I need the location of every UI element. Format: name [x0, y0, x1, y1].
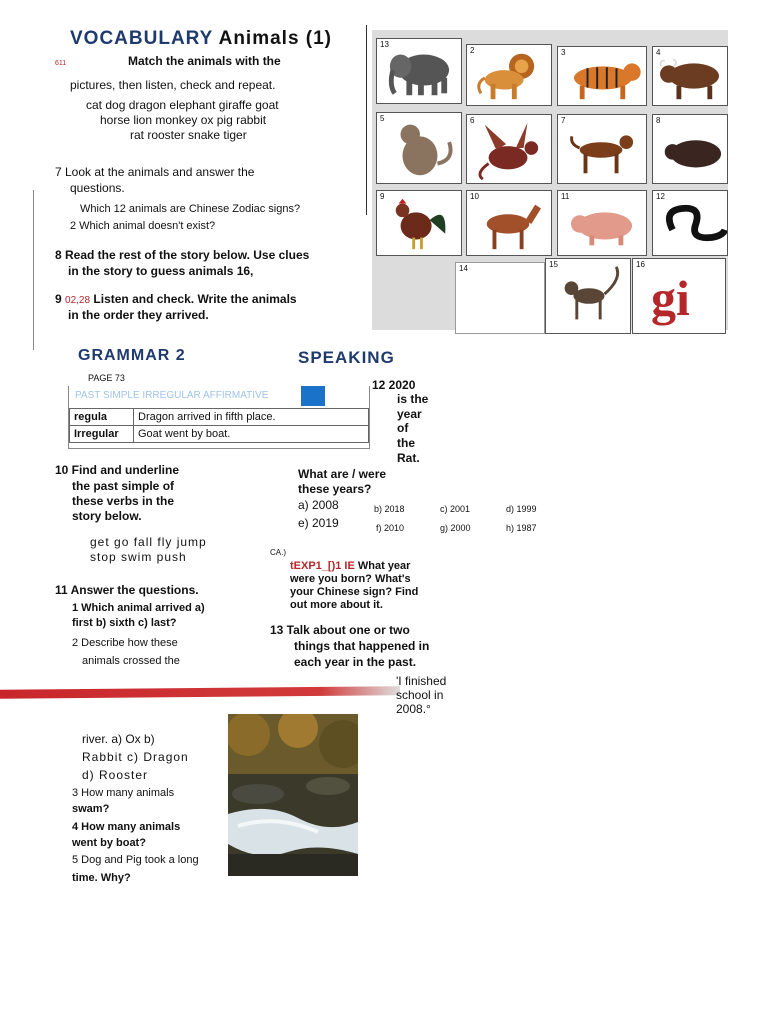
cell-number: 8 [656, 116, 661, 125]
grammar-row1-text: Dragon arrived in fifth place. [134, 409, 369, 426]
vocab-word-list-line1: cat dog dragon elephant giraffe goat [86, 98, 279, 112]
q9-number: 9 [55, 292, 62, 306]
option-f: f) 2010 [376, 523, 405, 533]
rooster-picture [377, 191, 461, 255]
q7-line2: questions. [70, 181, 125, 195]
ox-picture [653, 47, 727, 105]
q12-ask-2: these years? [298, 482, 372, 496]
cell-number: 4 [656, 48, 661, 57]
q10-verbs-line2: stop swim push [90, 550, 187, 564]
cat-picture [377, 113, 461, 183]
q11-sub5b: time. Why? [72, 872, 131, 884]
cell-number: 2 [470, 46, 475, 55]
grammar-row1-label: regula [70, 409, 134, 426]
quote-line1: 'I finished [396, 674, 447, 688]
cell-number: 9 [380, 192, 385, 201]
q10-line4: story below. [72, 509, 142, 523]
table-row [70, 409, 369, 426]
track-reference: 611 [55, 60, 67, 67]
table-row [70, 426, 369, 443]
red-divider-stripe [0, 686, 400, 698]
q11-sub1a: 1 Which animal arrived a) [72, 602, 205, 614]
q7-line1: 7 Look at the animals and answer the [55, 165, 255, 179]
monkey-picture [546, 259, 630, 333]
grid-cell-15 [545, 258, 631, 334]
grammar-table [69, 408, 369, 443]
vocabulary-title-word: VOCABULARY [70, 28, 214, 49]
extension-line2: were you born? What's [290, 573, 411, 585]
extension-label: tEXP1_[)1 IE [290, 560, 355, 572]
cell-number: 6 [470, 116, 475, 125]
dog-picture [558, 115, 646, 183]
q12-text-3: of [397, 421, 409, 435]
quote-line2: school in [396, 688, 444, 702]
cell16-handwritten-text: gi [651, 270, 690, 326]
extension-line4: out more about it. [290, 599, 383, 611]
cell-number: 12 [656, 192, 665, 201]
grid-cell-5 [376, 112, 462, 184]
cell-number: 16 [636, 260, 645, 269]
q9-line1 [55, 292, 297, 306]
grid-cell-3 [557, 46, 647, 106]
q9-instruction: Listen and check. Write the animals [93, 292, 297, 306]
rat-picture [653, 115, 727, 183]
grid-cell-9 [376, 190, 462, 256]
grammar-page-ref: PAGE 73 [88, 373, 125, 383]
q11-sub5a: 5 Dog and Pig took a long [72, 854, 199, 866]
grammar-blue-marker [301, 386, 325, 406]
cell-number: 15 [549, 260, 558, 269]
q11-sub1b: first b) sixth c) last? [72, 617, 177, 629]
grid-cell-14 [455, 262, 545, 334]
vocab-instruction-line2: pictures, then listen, check and repeat. [70, 78, 276, 92]
cell-number: 5 [380, 114, 385, 123]
q12-text-5: Rat. [397, 451, 420, 465]
q7-sub1: Which 12 animals are Chinese Zodiac signs? [80, 203, 301, 215]
snake-picture [653, 191, 727, 255]
cell-number: 3 [561, 48, 566, 57]
q10-line1: 10 Find and underline [55, 463, 180, 477]
q12-ask-1: What are / were [298, 467, 387, 481]
cell-number: 14 [459, 264, 468, 273]
q11-sub4b: went by boat? [72, 837, 146, 849]
tiger-picture [558, 47, 646, 105]
q12-text-1: is the [397, 392, 429, 406]
vocab-word-list-line3: rat rooster snake tiger [130, 128, 247, 142]
pig-picture [558, 191, 646, 255]
q11-sub4a: 4 How many animals [72, 821, 181, 833]
cell-number: 10 [470, 192, 479, 201]
q9-line2: in the order they arrived. [68, 308, 209, 322]
q11-sub2e: d) Rooster [82, 768, 149, 782]
horse-picture [467, 191, 551, 255]
q12-number: 12 2020 [372, 378, 416, 392]
q11-sub2c: river. a) Ox b) [82, 732, 155, 746]
elephant-picture [377, 39, 461, 103]
grid-left-rule [366, 25, 367, 215]
q13-line2: things that happened in [294, 639, 430, 653]
grid-cell-11 [557, 190, 647, 256]
q11-line1: 11 Answer the questions. [55, 583, 199, 597]
option-c: c) 2001 [440, 504, 471, 514]
vocabulary-title [70, 28, 332, 50]
option-g: g) 2000 [440, 523, 471, 533]
grid-cell-13 [376, 38, 462, 104]
q11-sub3a: 3 How many animals [72, 787, 175, 799]
option-a: a) 2008 [298, 498, 339, 512]
grammar-box-header: PAST SIMPLE IRREGULAR AFFIRMATIVE [75, 390, 269, 401]
cell-number: 13 [380, 40, 389, 49]
option-e: e) 2019 [298, 516, 339, 530]
grammar-title: GRAMMAR 2 [78, 347, 186, 364]
grammar-row2-label: Irregular [70, 426, 134, 443]
grid-cell-7 [557, 114, 647, 184]
option-d: d) 1999 [506, 504, 537, 514]
dragon-picture [467, 115, 551, 183]
vocab-instruction-line1: Match the animals with the [128, 54, 281, 68]
lion-picture [467, 45, 551, 105]
q12-text-4: the [397, 436, 415, 450]
q12-text-2: year [397, 407, 422, 421]
grid-cell-2 [466, 44, 552, 106]
grid-cell-6 [466, 114, 552, 184]
grammar-row2-text: Goat went by boat. [134, 426, 369, 443]
option-b: b) 2018 [374, 504, 405, 514]
q10-verbs-line1: get go fall fly jump [90, 535, 207, 549]
q8-line2: in the story to guess animals 16, [68, 264, 254, 278]
extension-text-1: What year [357, 560, 411, 572]
speaking-title: SPEAKING [298, 348, 395, 367]
vocab-word-list-line2: horse lion monkey ox pig rabbit [100, 113, 267, 127]
q9-track: 02,28 [65, 295, 91, 306]
extension-line1 [290, 560, 410, 572]
q8-line1: 8 Read the rest of the story below. Use clues [55, 248, 310, 262]
q13-line1: 13 Talk about one or two [270, 623, 410, 637]
grid-cell-10 [466, 190, 552, 256]
q13-line3: each year in the past. [294, 655, 417, 669]
ca-label: CA.) [270, 548, 286, 557]
river-photo [228, 714, 358, 876]
q11-sub2b: animals crossed the [82, 655, 180, 667]
q10-line2: the past simple of [72, 479, 175, 493]
grid-cell-4 [652, 46, 728, 106]
extension-line3: your Chinese sign? Find [290, 586, 419, 598]
q11-sub3b: swam? [72, 803, 110, 815]
grammar-box [68, 386, 370, 449]
grid-cell-16 [632, 258, 726, 334]
grid-cell-12 [652, 190, 728, 256]
q11-sub2d: Rabbit c) Dragon [82, 750, 189, 764]
q10-line3: these verbs in the [72, 494, 175, 508]
quote-line3: 2008.° [396, 702, 431, 716]
cell-number: 11 [561, 192, 570, 201]
q11-sub2a: 2 Describe how these [72, 637, 178, 649]
option-h: h) 1987 [506, 523, 537, 533]
margin-line [33, 190, 34, 350]
cell-number: 7 [561, 116, 566, 125]
vocabulary-title-topic: Animals (1) [218, 28, 333, 49]
grid-cell-8 [652, 114, 728, 184]
q7-sub2: 2 Which animal doesn't exist? [70, 220, 216, 232]
